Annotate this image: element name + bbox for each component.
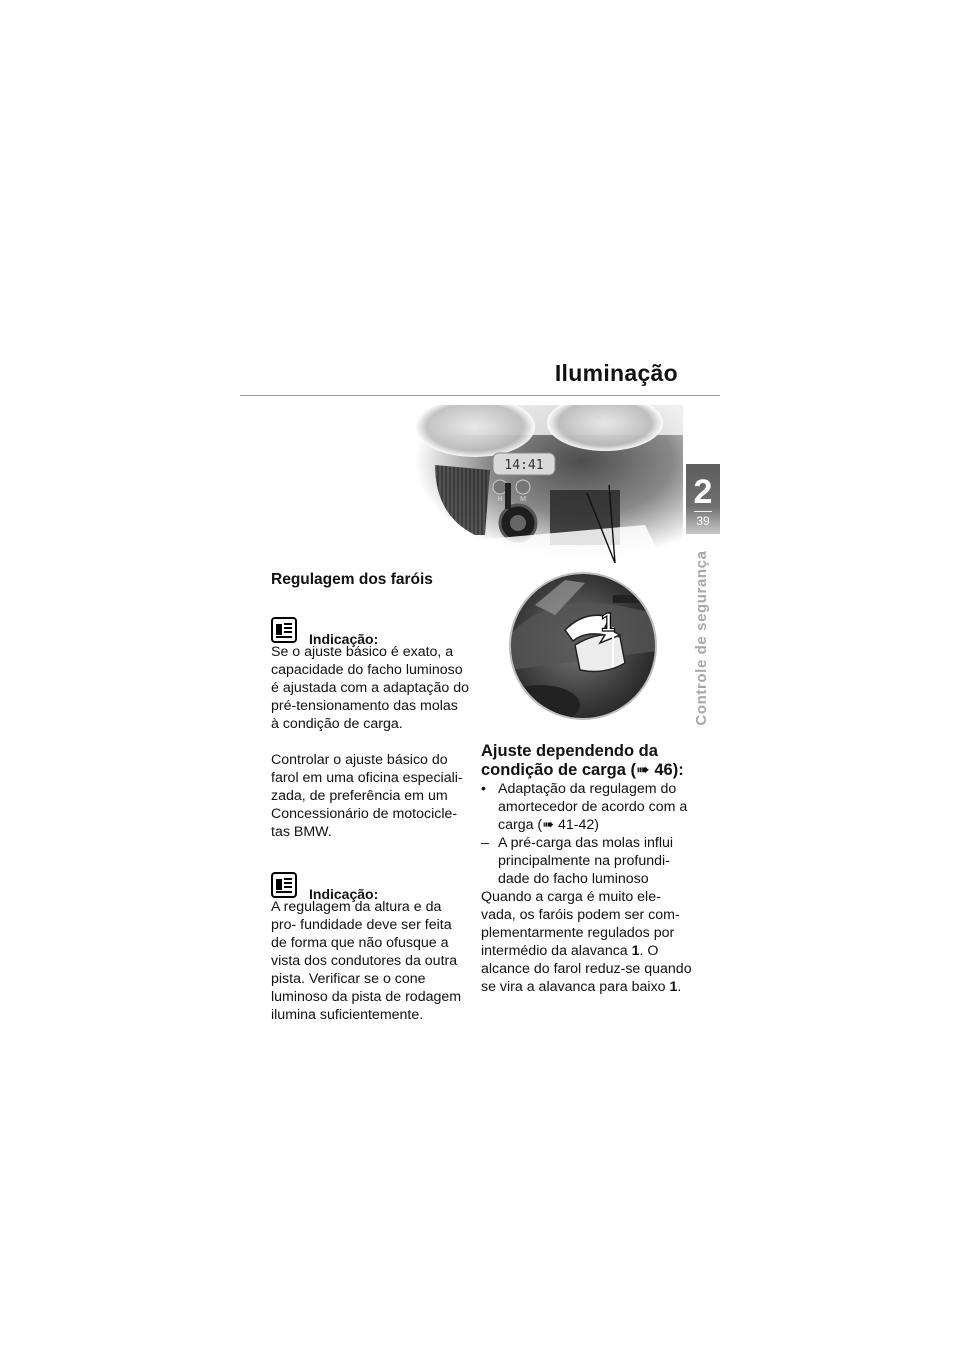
switch-label-m: M <box>520 496 526 503</box>
chapter-number: 2 <box>693 473 713 511</box>
tab-divider <box>694 511 712 512</box>
note-icon <box>271 617 297 643</box>
note-label: Indicação: <box>309 631 379 647</box>
switch-label-h: H <box>497 496 503 503</box>
lever-ref: 1 <box>669 979 678 995</box>
header-rule <box>240 395 720 396</box>
list-item-page-ref: 41-42) <box>554 817 599 833</box>
section-heading-load-adjustment <box>481 742 693 780</box>
heading-page-ref: 46): <box>649 761 684 779</box>
reference-arrow-icon: ➠ <box>542 817 555 833</box>
adjustment-list <box>481 780 693 888</box>
workshop-paragraph: Controlar o ajuste básico do farol em uma oficina especiali- zada, de preferência em um Concessionário de motocicle- tas BMW. <box>271 752 463 840</box>
lever-paragraph: Quando a carga é muito ele- vada, os faróis podem ser com- plementarmente regulados por intermédio da alavanca 1. O alcance do farol reduz-se quando se vira a alavanca para baixo 1. <box>481 889 692 995</box>
chapter-tab <box>686 464 720 534</box>
list-item-text: Adaptação da regulagem do amortecedor de acordo com a carga ( <box>498 781 688 833</box>
list-item <box>481 780 693 834</box>
bullet-marker: • <box>481 781 486 797</box>
lever-ref: 1 <box>631 943 640 959</box>
heading-text: Ajuste dependendo da condição de carga ( <box>481 742 658 779</box>
right-column <box>481 742 693 996</box>
side-chapter-label: Controle de segurança <box>693 550 710 726</box>
callout-1: 1 <box>600 607 616 637</box>
list-item-text: A pré-carga das molas influi principalmente na profundi- dade do facho luminoso <box>498 835 674 887</box>
note-icon <box>271 872 297 898</box>
note-2 <box>271 868 469 1024</box>
list-item <box>481 834 693 888</box>
section-heading-headlight-adjustment: Regulagem dos faróis <box>271 571 433 588</box>
left-column <box>271 570 469 1024</box>
display-readout: 14:41 <box>504 458 544 473</box>
note-1 <box>271 613 469 733</box>
dash-marker: – <box>481 835 489 851</box>
note-label: Indicação: <box>309 886 379 902</box>
page-number: 39 <box>696 514 710 528</box>
reference-arrow-icon: ➠ <box>635 761 650 779</box>
note-2-text: A regulagem da altura e da pro- fundidade deve ser feita de forma que não ofusque a vista dos condutores da outra pista. Verificar se o cone luminoso da pista de rodagem ilumina suficientemente. <box>271 899 462 1023</box>
chapter-title: Iluminação <box>554 360 678 386</box>
note-1-text: Se o ajuste básico é exato, a capacidade do facho luminoso é ajustada com a adaptação do pré-tensionamento das molas à condição de carga. <box>271 644 469 732</box>
